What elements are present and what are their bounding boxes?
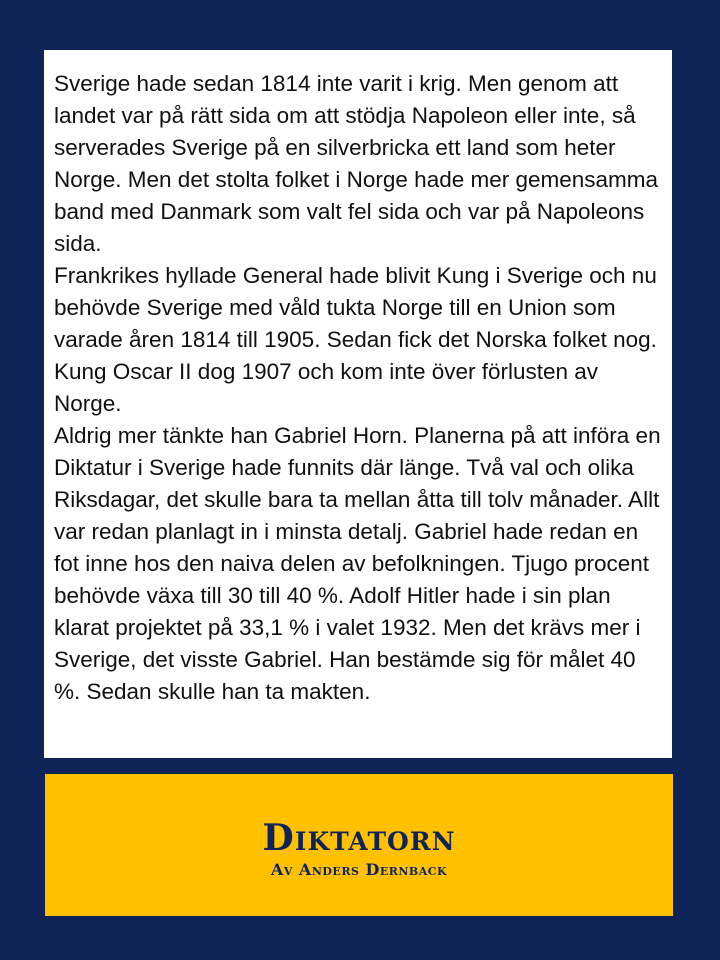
paragraph-1: Sverige hade sedan 1814 inte varit i krig. Men genom att landet var på rätt sida om att stödja Napoleon eller inte, så serverades Sverige på en silverbricka ett land som heter Norge. Men det stolta folket i Norge hade mer gemensamma band med Danmark som valt fel sida och var på Napoleons sida. <box>54 71 659 256</box>
author-byline: Av Anders Dernback <box>270 860 448 879</box>
body-text <box>54 68 662 708</box>
book-title: Diktatorn <box>262 817 456 859</box>
paragraph-3: Aldrig mer tänkte han Gabriel Horn. Planerna på att införa en Diktatur i Sverige hade funnits där länge. Två val och olika Riksdagar, det skulle bara ta mellan åtta till tolv månader. Allt var redan planlagt in i minsta detalj. Gabriel hade redan en fot inne hos den naiva delen av befolkningen. Tjugo procent behövde växa till 30 till 40 %. Adolf Hitler hade i sin plan klarat projektet på 33,1 % i valet 1932. Men det krävs mer i Sverige, det visste Gabriel. Han bestämde sig för målet 40 %. Sedan skulle han ta makten. <box>54 423 661 704</box>
text-panel <box>44 50 672 758</box>
paragraph-2: Frankrikes hyllade General hade blivit Kung i Sverige och nu behövde Sverige med våld tukta Norge till en Union som varade åren 1814 till 1905. Sedan fick det Norska folket nog. Kung Oscar II dog 1907 och kom inte över förlusten av Norge. <box>54 263 657 416</box>
title-panel <box>45 774 673 916</box>
